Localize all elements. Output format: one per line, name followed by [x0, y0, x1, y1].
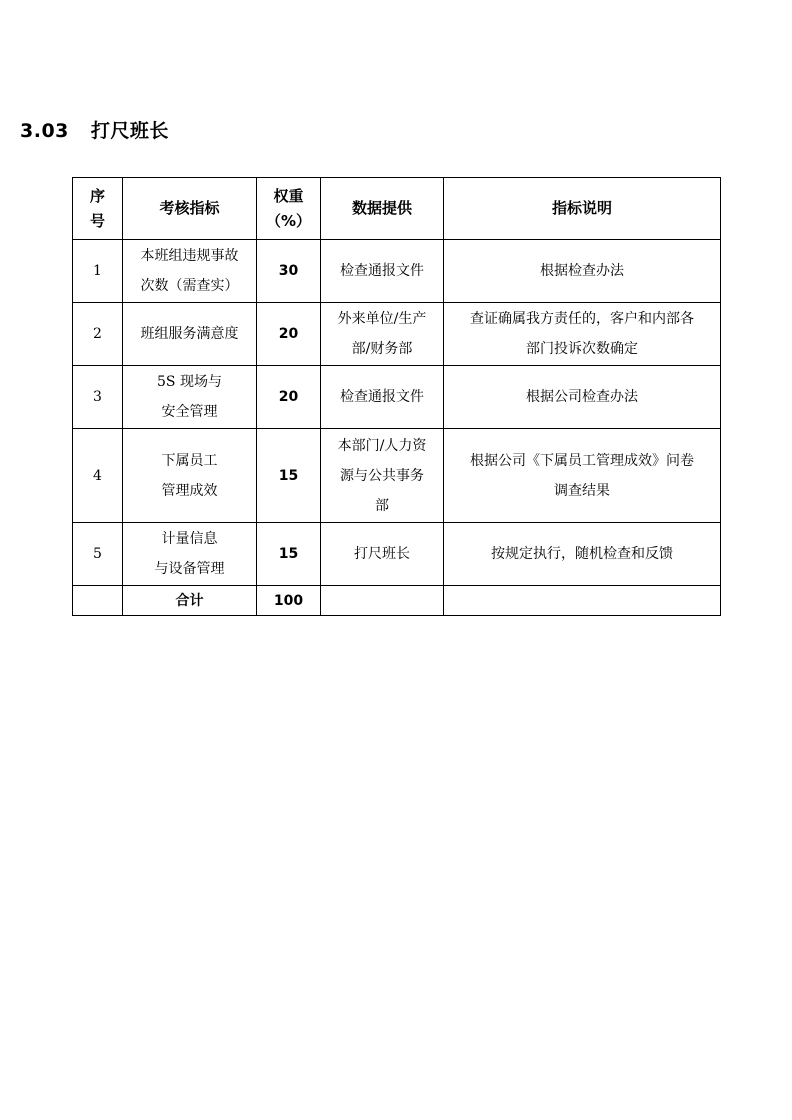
header-data-source: 数据提供 [321, 178, 444, 240]
row-weight: 15 [257, 523, 321, 586]
row-indicator-line: 下属员工 [161, 452, 218, 469]
row-description: 按规定执行，随机检查和反馈 [444, 523, 721, 586]
row-seq: 5 [73, 523, 123, 586]
table-row [73, 429, 721, 523]
row-indicator: 班组服务满意度 [123, 303, 257, 366]
row-weight: 30 [257, 240, 321, 303]
row-source: 检查通报文件 [321, 366, 444, 429]
row-indicator-line: 本班组违规事故 [140, 248, 239, 264]
table-row [73, 523, 721, 586]
row-seq: 3 [73, 366, 123, 429]
row-source-line: 源与公共事务 [340, 467, 424, 484]
header-description: 指标说明 [444, 178, 721, 240]
row-weight: 20 [257, 366, 321, 429]
row-source-line: 部/财务部 [351, 341, 413, 357]
row-indicator [123, 523, 257, 586]
header-seq-line1: 序 [89, 186, 105, 205]
row-seq: 4 [73, 429, 123, 523]
table-row [73, 240, 721, 303]
row-description-line: 部门投诉次数确定 [526, 341, 638, 357]
row-indicator [123, 240, 257, 303]
row-source-line: 部 [375, 497, 389, 514]
row-description [444, 303, 721, 366]
total-row [73, 586, 721, 616]
row-weight: 20 [257, 303, 321, 366]
row-indicator [123, 429, 257, 523]
row-description: 根据公司检查办法 [444, 366, 721, 429]
row-seq: 1 [73, 240, 123, 303]
row-source [321, 303, 444, 366]
row-description: 根据检查办法 [444, 240, 721, 303]
header-weight-line2: （%） [265, 211, 312, 230]
row-indicator-line: 安全管理 [161, 404, 218, 420]
section-heading [20, 116, 169, 143]
row-indicator-line: 与设备管理 [154, 561, 225, 577]
row-indicator-line: 5S 现场与 [157, 374, 222, 390]
table-row [73, 366, 721, 429]
total-weight: 100 [257, 586, 321, 616]
row-description-line: 查证确属我方责任的，客户和内部各 [470, 311, 694, 327]
row-source: 打尺班长 [321, 523, 444, 586]
table-row [73, 303, 721, 366]
row-indicator-line: 次数（需查实） [140, 278, 239, 294]
table-header-row [73, 178, 721, 240]
header-weight [257, 178, 321, 240]
total-description-empty [444, 586, 721, 616]
row-indicator-line: 管理成效 [161, 482, 218, 499]
row-source: 检查通报文件 [321, 240, 444, 303]
row-indicator [123, 366, 257, 429]
header-indicator: 考核指标 [123, 178, 257, 240]
header-seq [73, 178, 123, 240]
row-description [444, 429, 721, 523]
row-source-line: 本部门/人力资 [337, 437, 427, 454]
row-weight: 15 [257, 429, 321, 523]
row-seq: 2 [73, 303, 123, 366]
row-indicator-line: 计量信息 [161, 531, 218, 547]
row-description-line: 根据公司《下属员工管理成效》问卷 [470, 452, 694, 469]
row-description-line: 调查结果 [554, 482, 610, 499]
total-label: 合计 [123, 586, 257, 616]
total-seq-empty [73, 586, 123, 616]
section-title: 打尺班长 [90, 120, 169, 142]
header-weight-line1: 权重 [273, 186, 304, 205]
row-source [321, 429, 444, 523]
kpi-table [72, 177, 721, 616]
section-number: 3.03 [20, 120, 69, 142]
header-seq-line2: 号 [89, 211, 105, 230]
total-source-empty [321, 586, 444, 616]
row-source-line: 外来单位/生产 [337, 311, 427, 327]
